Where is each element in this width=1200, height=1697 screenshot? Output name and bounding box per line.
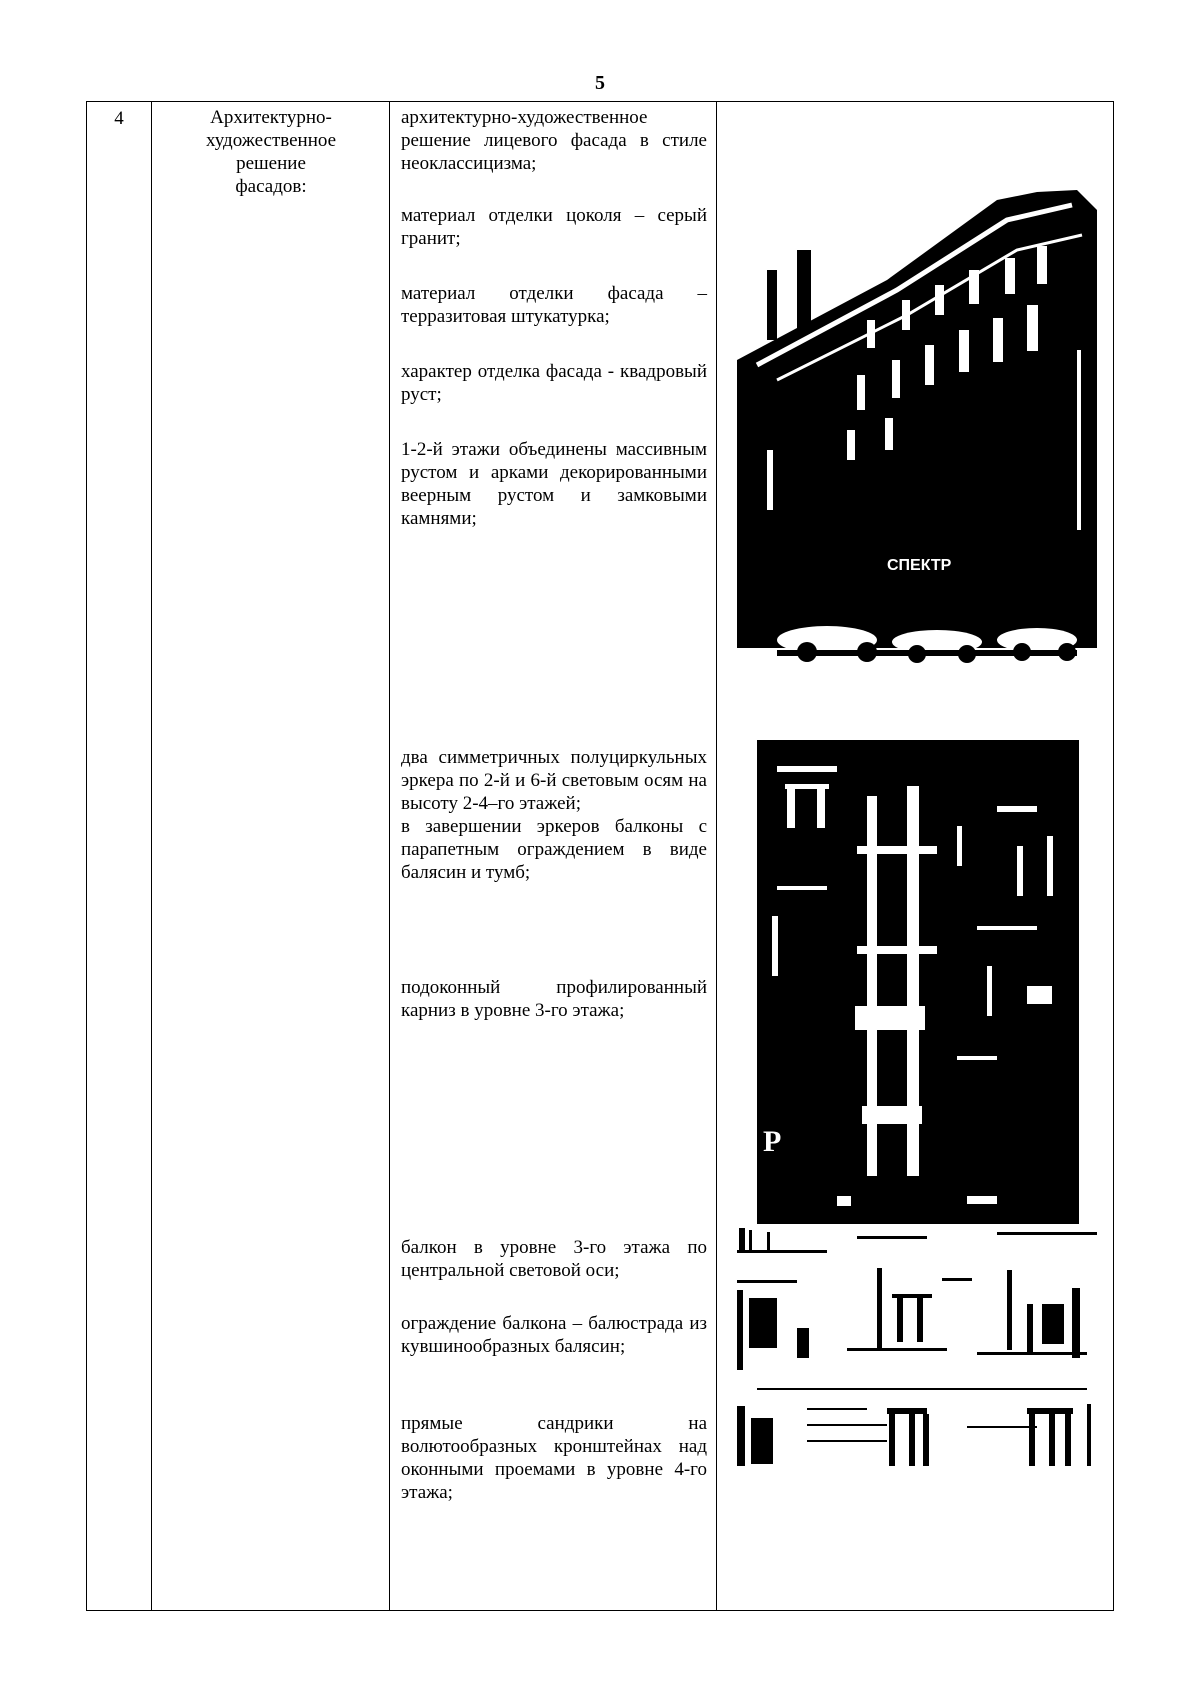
row-number: 4: [114, 108, 124, 129]
windows-photo: [737, 1228, 1103, 1466]
paragraph-text: материал отделки фасада – терразитовая штукатурка;: [401, 283, 707, 327]
paragraph-text: 1-2-й этажи объединены массивным рустом и арками декорированными веерным рустом и замковыми камнями;: [401, 439, 707, 529]
facade-photo: [737, 150, 1097, 670]
paragraph-text: архитектурно-художественное решение лицевого фасада в стиле неоклассицизма;: [401, 107, 707, 174]
description-paragraph: [401, 1312, 707, 1358]
paragraph-text: материал отделки цоколя – серый гранит;: [401, 205, 707, 249]
oriel-photo: [757, 726, 1079, 1224]
row-name-line: решение: [236, 153, 306, 174]
column-divider: [389, 102, 390, 1610]
paragraph-text: балкон в уровне 3-го этажа по центральной световой оси;: [401, 1237, 707, 1281]
description-paragraph: [401, 360, 707, 406]
description-paragraph: [401, 1236, 707, 1282]
column-divider: [151, 102, 152, 1610]
column-divider: [716, 102, 717, 1610]
description-paragraph: [401, 746, 707, 884]
description-paragraph: [401, 204, 707, 250]
paragraph-text: характер отделка фасада - квадровый руст;: [401, 361, 707, 405]
description-paragraph: [401, 1412, 707, 1504]
row-name: [153, 106, 389, 198]
oriel-sign: Р: [763, 1125, 782, 1158]
facade-sign: СПЕКТР: [887, 557, 952, 574]
paragraph-text: подоконный профилированный карниз в уровне 3-го этажа;: [401, 977, 707, 1021]
requirements-table: [86, 101, 1114, 1611]
paragraph-text: два симметричных полуциркульных эркера по 2-й и 6-й световым осям на высоту 2-4–го этажей;: [401, 747, 707, 814]
description-paragraph: [401, 976, 707, 1022]
description-paragraph: [401, 106, 707, 175]
row-name-line: художественное: [205, 130, 337, 151]
page-number: 5: [595, 72, 605, 94]
row-name-line: фасадов:: [235, 176, 307, 197]
paragraph-text: в завершении эркеров балконы с парапетным ограждением в виде балясин и тумб;: [401, 816, 707, 883]
paragraph-text: прямые сандрики на волютообразных кронштейнах над оконными проемами в уровне 4-го этажа;: [401, 1413, 707, 1503]
paragraph-text: ограждение балкона – балюстрада из кувшинообразных балясин;: [401, 1313, 707, 1357]
description-paragraph: [401, 282, 707, 328]
row-name-line: Архитектурно-: [210, 107, 332, 128]
description-paragraph: [401, 438, 707, 530]
